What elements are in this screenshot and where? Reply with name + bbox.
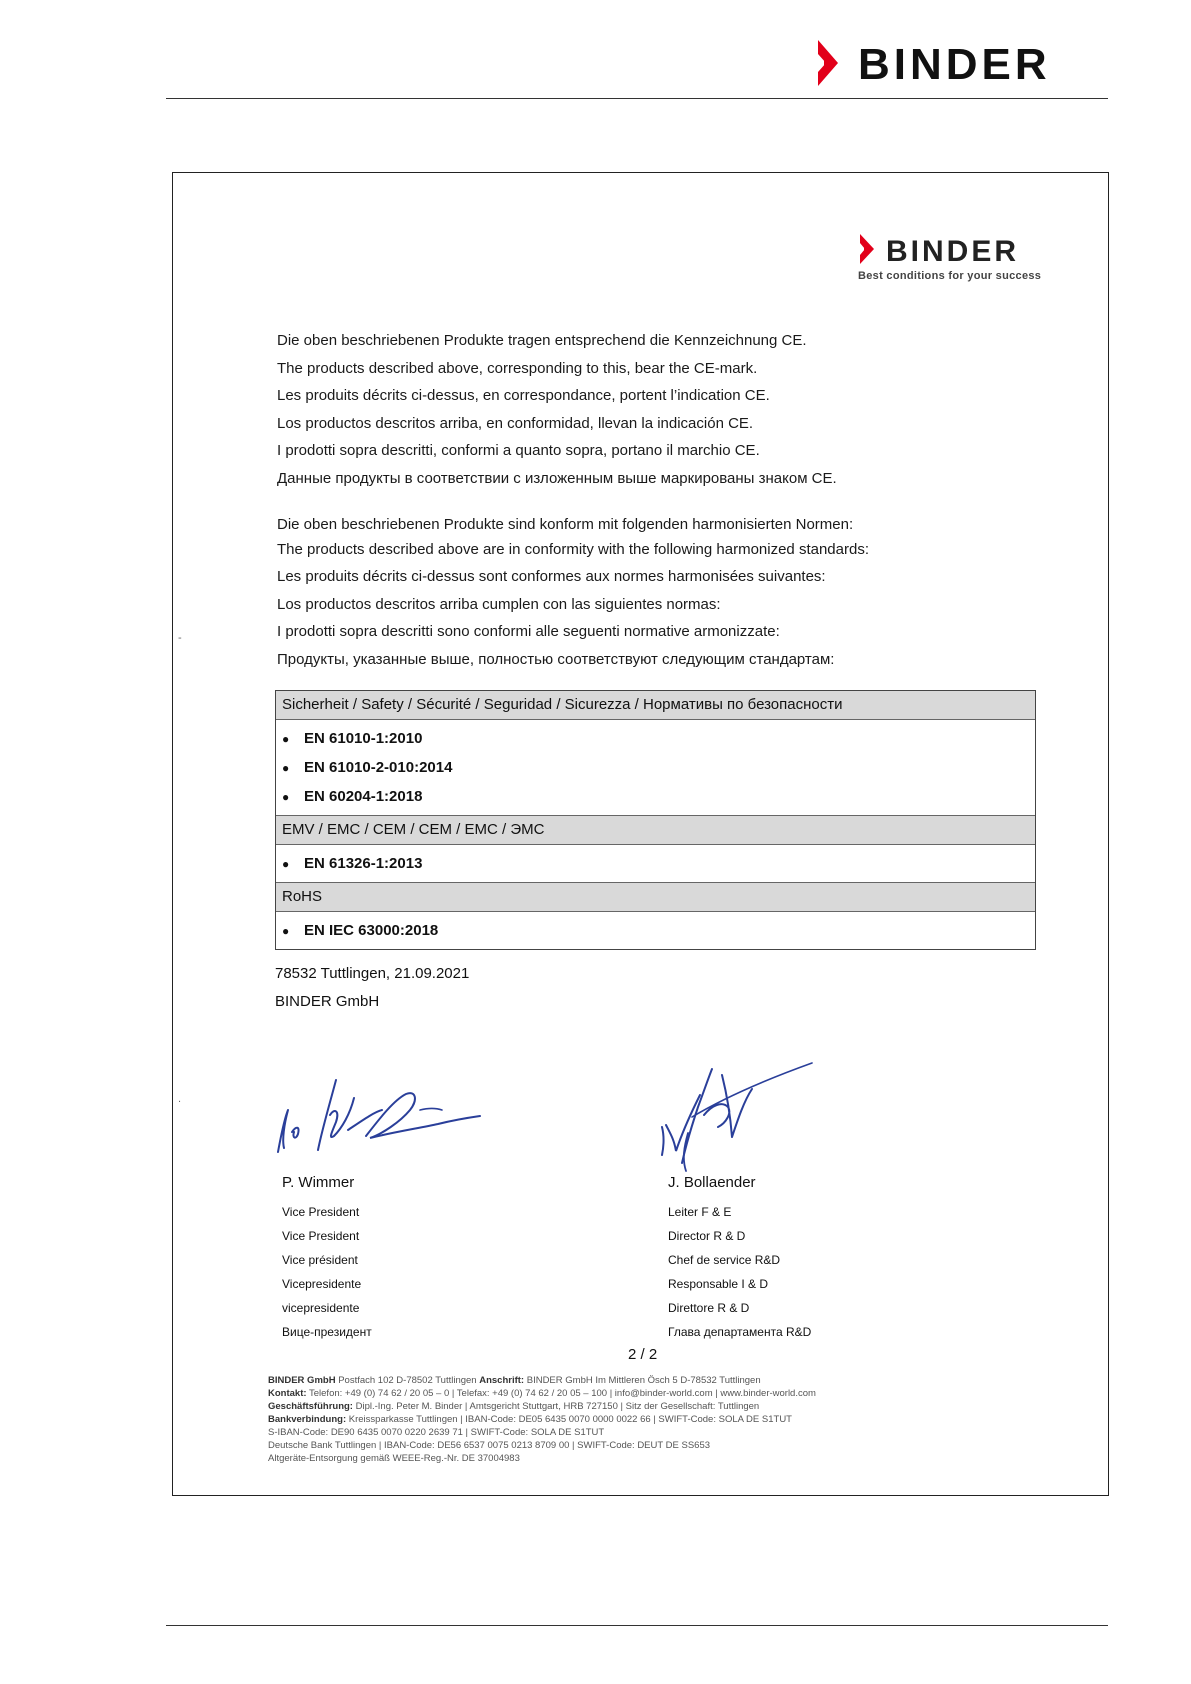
standards-group-heading: RoHS <box>276 883 1035 912</box>
signatory-role: Vice président <box>282 1253 358 1267</box>
standards-statement-de: Die oben beschriebenen Produkte sind konform mit folgenden harmonisierten Normen: <box>277 516 854 533</box>
standards-statement-en: The products described above are in conformity with the following harmonized standards: <box>277 541 869 558</box>
document-logo-text: BINDER <box>886 235 1020 266</box>
signatory-role: Leiter F & E <box>668 1205 732 1219</box>
tagline: Best conditions for your success <box>858 270 1042 282</box>
place-and-date: 78532 Tuttlingen, 21.09.2021 <box>275 965 470 982</box>
scan-mark: - <box>178 632 182 644</box>
standard-item: ● EN 60204-1:2018 <box>282 788 423 805</box>
standards-group-heading: Sicherheit / Safety / Sécurité / Seguridad / Sicurezza / Нормативы по безопасности <box>276 691 1035 720</box>
signature-wimmer <box>270 1070 490 1160</box>
signatory-role: Chef de service R&D <box>668 1253 781 1267</box>
signatory-role: Vice President <box>282 1229 360 1243</box>
ce-statement-it: I prodotti sopra descritti, conformi a quanto sopra, portano il marchio CE. <box>277 442 760 459</box>
footer-rule <box>166 1625 1108 1626</box>
standards-table <box>275 690 1036 950</box>
signatory-role: Вице-президент <box>282 1325 372 1339</box>
standards-group-items <box>276 845 1035 883</box>
signatory-role: vicepresidente <box>282 1301 360 1315</box>
standards-statement-it: I prodotti sopra descritti sono conformi alle seguenti normative armonizzate: <box>277 623 780 640</box>
footer-line: S-IBAN-Code: DE90 6435 0070 0220 2639 71 | SWIFT-Code: SOLA DE S1TUT <box>268 1427 605 1438</box>
header-logo-text: BINDER <box>858 40 1051 88</box>
standards-group-items <box>276 912 1035 949</box>
signatory-role: Vicepresidente <box>282 1277 362 1291</box>
company-name: BINDER GmbH <box>275 993 380 1010</box>
ce-statement-de: Die oben beschriebenen Produkte tragen entsprechend die Kennzeichnung CE. <box>277 332 807 349</box>
ce-statement-es: Los productos descritos arriba, en conformidad, llevan la indicación CE. <box>277 415 754 432</box>
footer-line: Bankverbindung: Kreissparkasse Tuttlingen | IBAN-Code: DE05 6435 0070 0000 0022 66 | SWIFT-Code: SOLA DE S1TUT <box>268 1414 792 1425</box>
signatory-role: Director R & D <box>668 1229 746 1243</box>
footer-line: Geschäftsführung: Dipl.-Ing. Peter M. Binder | Amtsgericht Stuttgart, HRB 727150 | Sitz der Gesellschaft: Tuttlingen <box>268 1401 760 1412</box>
standards-statement-fr: Les produits décrits ci-dessus sont conformes aux normes harmonisées suivantes: <box>277 568 826 585</box>
scan-mark: . <box>178 1093 182 1105</box>
binder-header-logo <box>818 38 1108 88</box>
standard-item: ● EN 61010-1:2010 <box>282 730 423 747</box>
footer-line: Deutsche Bank Tuttlingen | IBAN-Code: DE56 6537 0075 0213 8709 00 | SWIFT-Code: DEUT DE SS653 <box>268 1440 711 1451</box>
ce-statement-fr: Les produits décrits ci-dessus, en correspondance, portent l’indication CE. <box>277 387 770 404</box>
signatory-role: Responsable I & D <box>668 1277 769 1291</box>
header-rule <box>166 98 1108 99</box>
ce-statement-ru: Данные продукты в соответствии с изложенным выше маркированы знаком CE. <box>277 470 837 487</box>
standard-item: ● EN 61010-2-010:2014 <box>282 759 453 776</box>
signatory-name-left: P. Wimmer <box>282 1174 355 1191</box>
ce-statement-en: The products described above, corresponding to this, bear the CE-mark. <box>277 360 758 377</box>
page-number: 2 / 2 <box>628 1346 658 1363</box>
signature-bollaender <box>652 1055 822 1175</box>
signatory-role: Direttore R & D <box>668 1301 750 1315</box>
document-logo <box>860 232 1060 266</box>
standard-item: ● EN IEC 63000:2018 <box>282 922 439 939</box>
footer-line: Kontakt: Telefon: +49 (0) 74 62 / 20 05 – 0 | Telefax: +49 (0) 74 62 / 20 05 – 100 | info@binder-world.com | www.binder-world.com <box>268 1388 816 1399</box>
standards-statement-es: Los productos descritos arriba cumplen con las siguientes normas: <box>277 596 721 613</box>
signatory-name-right: J. Bollaender <box>668 1174 756 1191</box>
binder-arrow-icon <box>818 38 1108 88</box>
standards-group-heading: EMV / EMC / CEM / CEM / EMC / ЭМС <box>276 816 1035 845</box>
footer-line: Altgeräte-Entsorgung gemäß WEEE-Reg.-Nr. DE 37004983 <box>268 1453 520 1464</box>
standard-item: ● EN 61326-1:2013 <box>282 855 423 872</box>
footer-line: BINDER GmbH Postfach 102 D-78502 Tuttlingen Anschrift: BINDER GmbH Im Mittleren Ösch 5 D-78532 Tuttlingen <box>268 1375 761 1386</box>
standards-statement-ru: Продукты, указанные выше, полностью соответствуют следующим стандартам: <box>277 651 835 668</box>
standards-group-items <box>276 720 1035 816</box>
signatory-role: Глава департамента R&D <box>668 1325 812 1339</box>
signatory-role: Vice President <box>282 1205 360 1219</box>
